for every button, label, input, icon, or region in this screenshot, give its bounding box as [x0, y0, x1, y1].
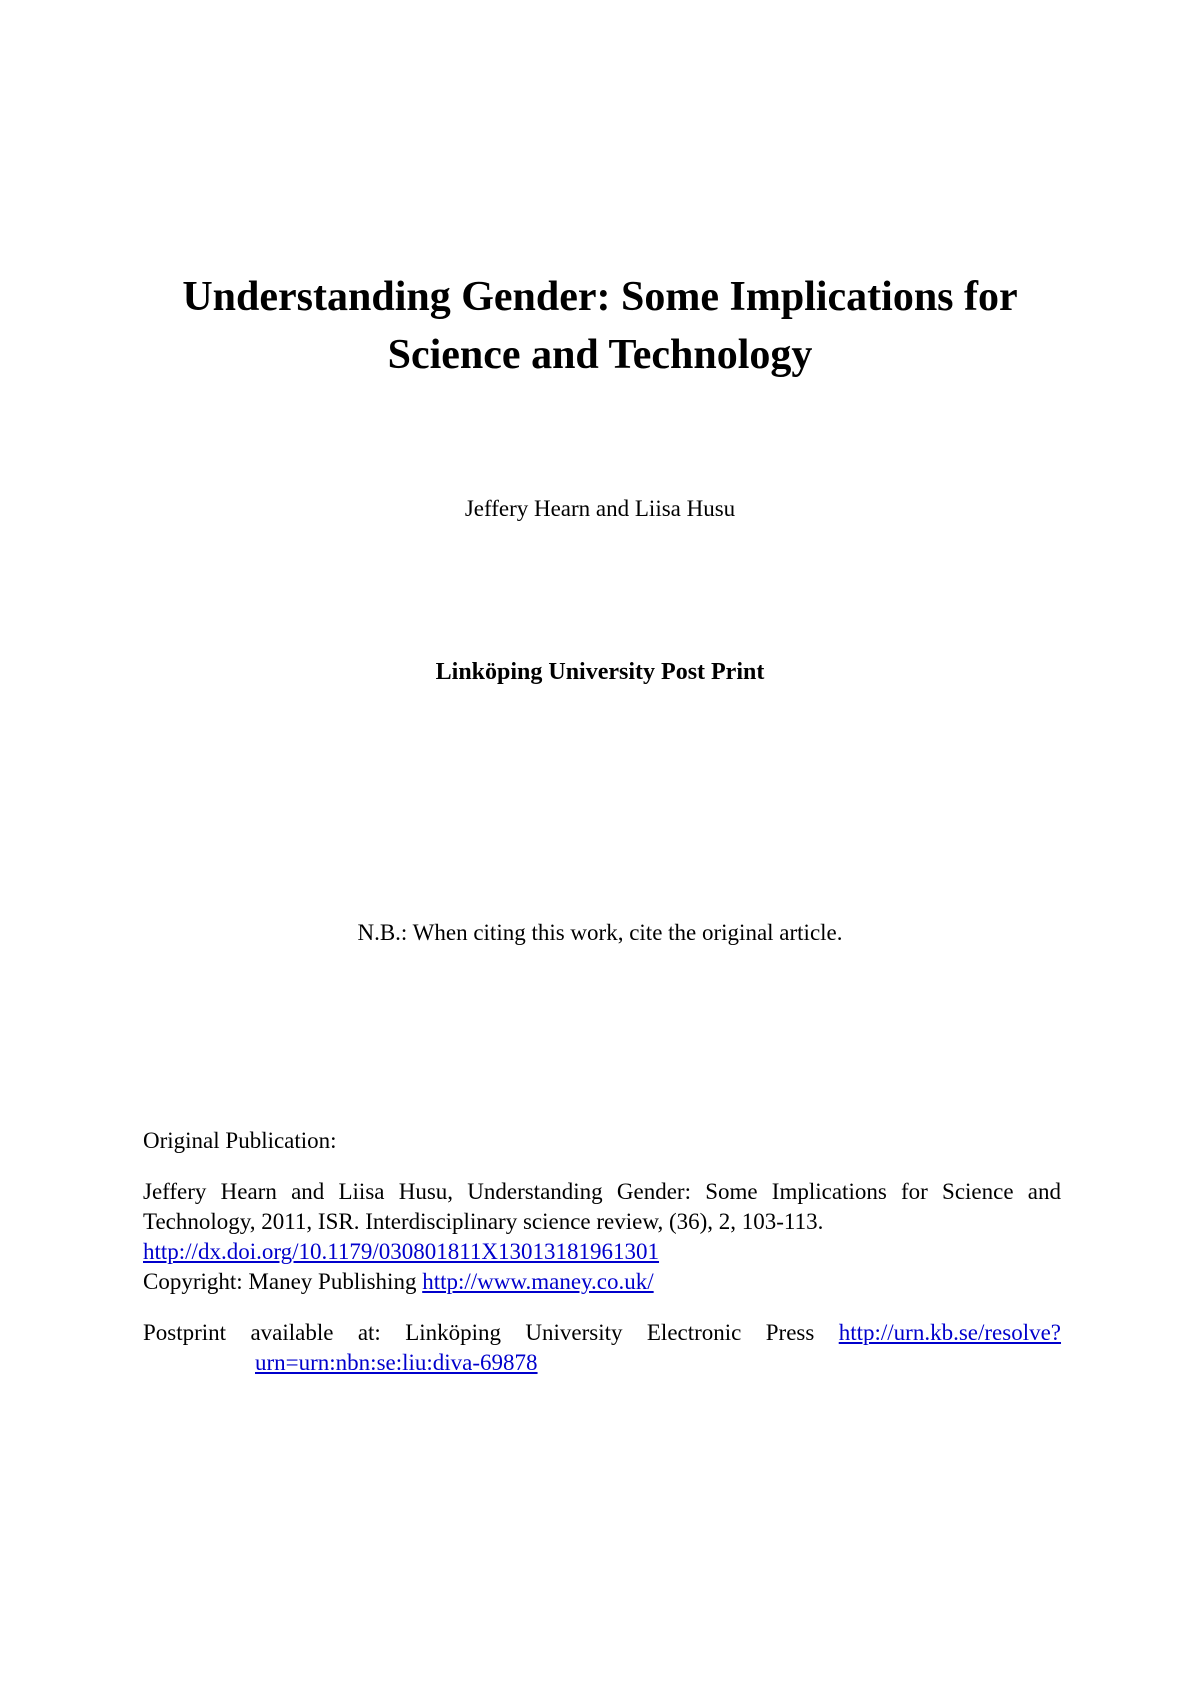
- copyright-label: Copyright: Maney Publishing: [143, 1269, 417, 1294]
- doi-link[interactable]: http://dx.doi.org/10.1179/030801811X13013181961301: [143, 1239, 660, 1264]
- publisher-link[interactable]: http://www.maney.co.uk/: [422, 1269, 654, 1294]
- document-title: [120, 268, 1080, 384]
- authors: Jeffery Hearn and Liisa Husu: [464, 496, 736, 521]
- postprint-availability: [143, 1318, 1061, 1378]
- citation-line-2: Technology, 2011, ISR. Interdisciplinary science review, (36), 2, 103-113.: [143, 1209, 824, 1234]
- postprint-link-part-2[interactable]: urn=urn:nbn:se:liu:diva-69878: [255, 1350, 538, 1375]
- citation-block: [143, 1177, 1061, 1297]
- postprint-line-1: [143, 1318, 1061, 1348]
- postprint-line-2: [143, 1348, 1061, 1378]
- citation-line-1: Jeffery Hearn and Liisa Husu, Understanding Gender: Some Implications for Science and: [143, 1179, 1061, 1204]
- title-line-1: Understanding Gender: Some Implications for: [182, 274, 1018, 320]
- copyright-line: [143, 1267, 1061, 1297]
- postprint-available-label: Postprint available at: Linköping University Electronic Press: [143, 1320, 815, 1345]
- citation-note: N.B.: When citing this work, cite the original article.: [357, 920, 843, 945]
- postprint-link-part-1[interactable]: http://urn.kb.se/resolve?: [838, 1320, 1062, 1345]
- postprint-heading: Linköping University Post Print: [435, 659, 765, 685]
- original-publication-label: Original Publication:: [143, 1128, 337, 1153]
- title-line-2: Science and Technology: [387, 332, 813, 378]
- doi-line: [143, 1237, 1061, 1267]
